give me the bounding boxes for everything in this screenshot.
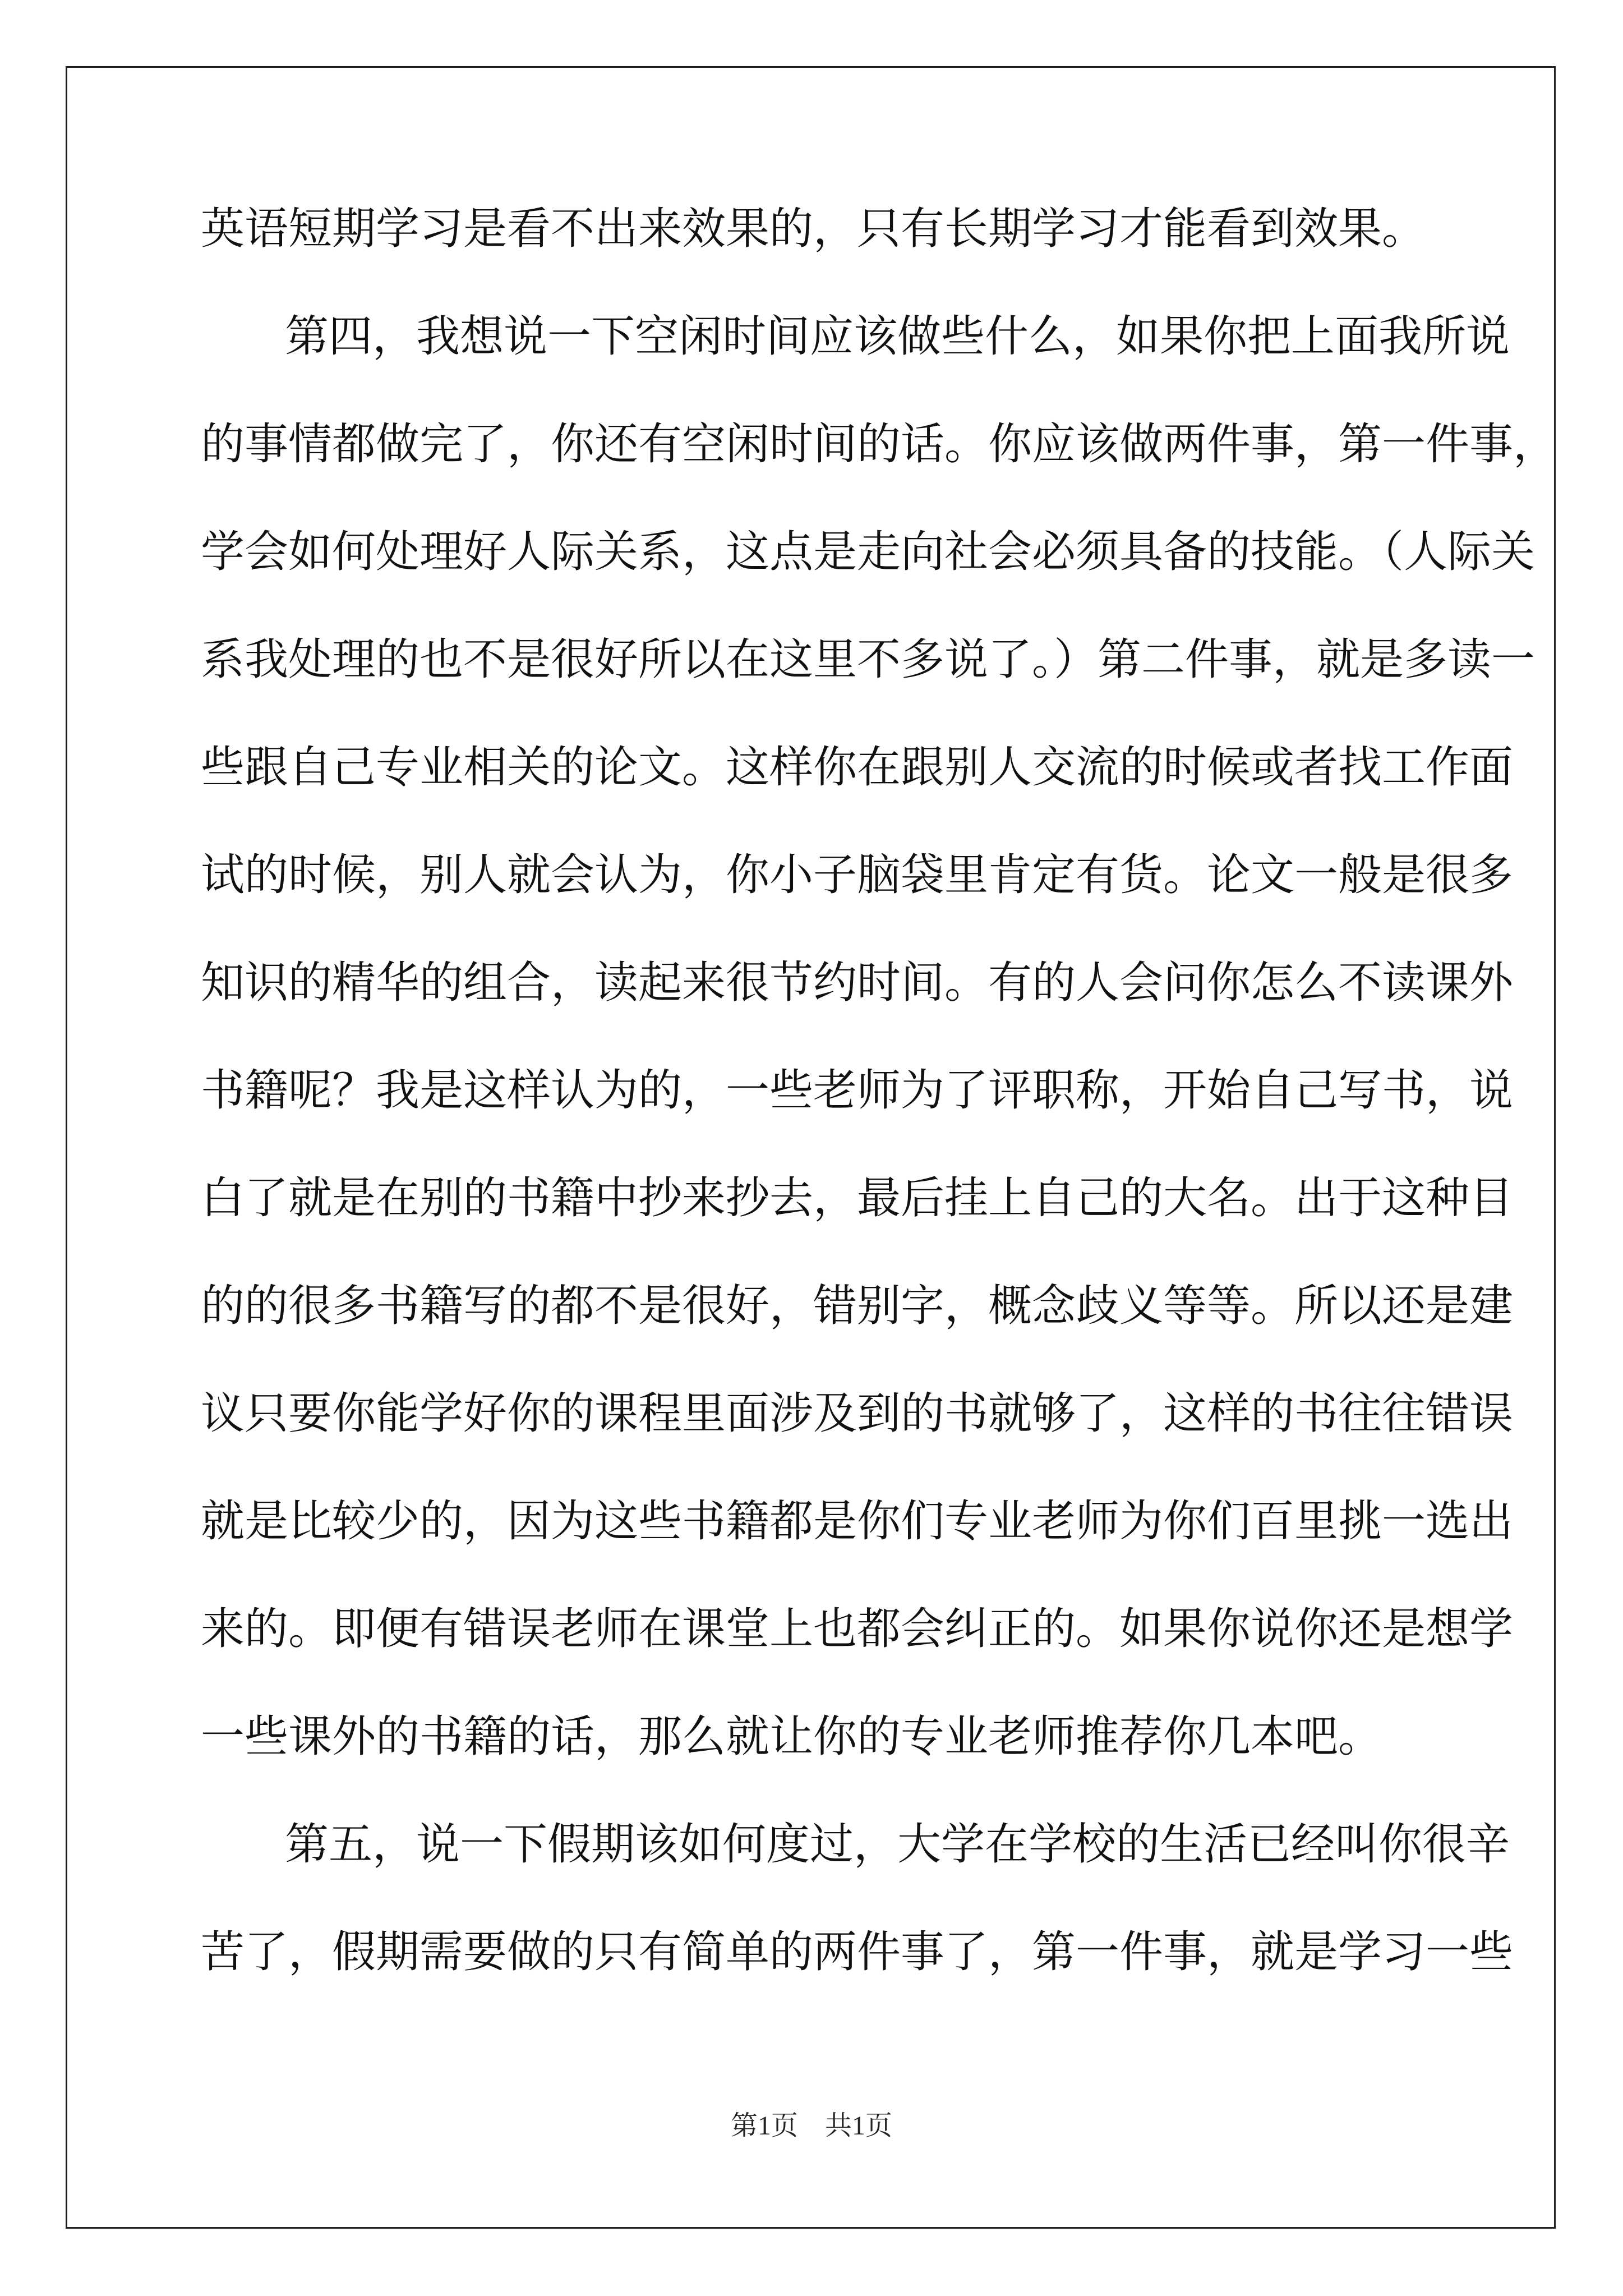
text-line: 就是比较少的，因为这些书籍都是你们专业老师为你们百里挑一选出 [201, 1496, 1514, 1547]
text-line: 的事情都做完了，你还有空闲时间的话。你应该做两件事，第一件事， [201, 419, 1557, 470]
text-line: 试的时候，别人就会认为，你小子脑袋里肯定有货。论文一般是很多 [201, 850, 1514, 900]
text-line: 英语短期学习是看不出来效果的，只有长期学习才能看到效果。 [201, 204, 1426, 254]
text-line: 书籍呢？我是这样认为的，一些老师为了评职称，开始自己写书，说 [201, 1065, 1514, 1116]
paragraph-start-line: 第五，说一下假期该如何度过，大学在学校的生活已经叫你很辛 [285, 1819, 1510, 1870]
text-line: 议只要你能学好你的课程里面涉及到的书就够了，这样的书往往错误 [201, 1388, 1514, 1439]
text-line: 一些课外的书籍的话，那么就让你的专业老师推荐你几本吧。 [201, 1711, 1382, 1762]
text-line: 系我处理的也不是很好所以在这里不多说了。）第二件事，就是多读一 [201, 634, 1536, 685]
text-line: 白了就是在别的书籍中抄来抄去，最后挂上自己的大名。出于这种目 [201, 1173, 1514, 1223]
text-line: 苦了，假期需要做的只有简单的两件事了，第一件事，就是学习一些 [201, 1927, 1514, 1977]
paragraph-start-line: 第四，我想说一下空闲时间应该做些什么，如果你把上面我所说 [285, 311, 1510, 362]
page-number-footer: 第1页 共1页 [730, 2111, 892, 2141]
page-border [66, 66, 1556, 2229]
text-line: 来的。即便有错误老师在课堂上也都会纠正的。如果你说你还是想学 [201, 1604, 1514, 1654]
text-line: 学会如何处理好人际关系，这点是走向社会必须具备的技能。（人际关 [201, 527, 1536, 577]
text-line: 些跟自己专业相关的论文。这样你在跟别人交流的时候或者找工作面 [201, 742, 1514, 793]
text-line: 的的很多书籍写的都不是很好，错别字，概念歧义等等。所以还是建 [201, 1281, 1514, 1331]
text-line: 知识的精华的组合，读起来很节约时间。有的人会问你怎么不读课外 [201, 958, 1514, 1008]
